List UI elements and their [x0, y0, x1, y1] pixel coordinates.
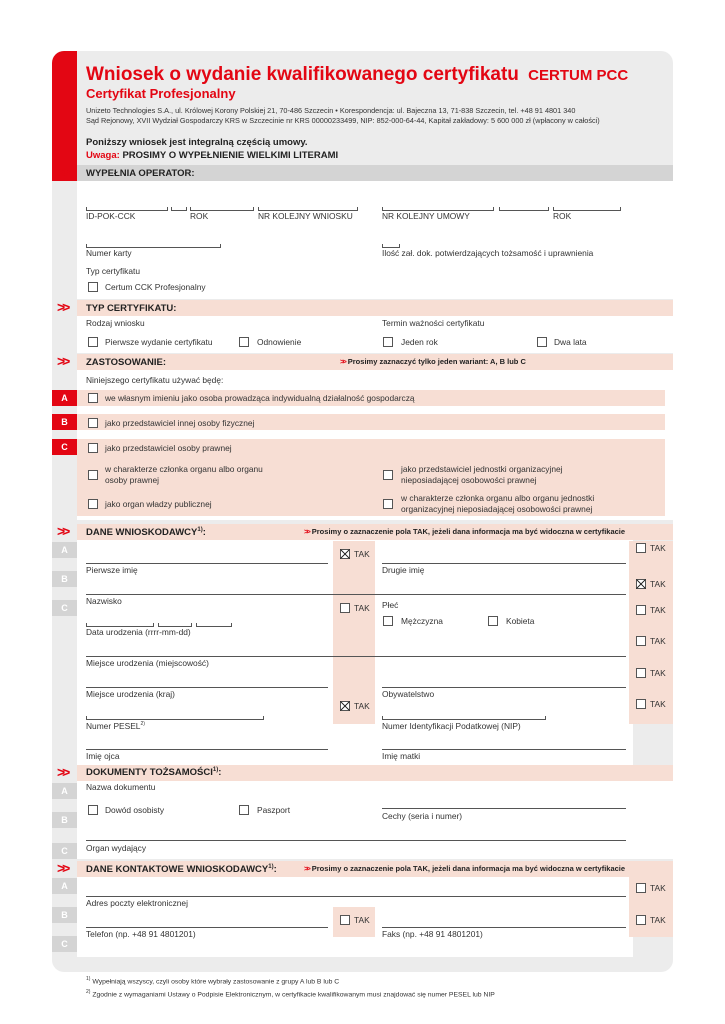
male-label: Mężczyzna [401, 616, 443, 626]
phone-label: Telefon (np. +48 91 4801201) [86, 929, 196, 939]
usage-heading: ZASTOSOWANIE: [86, 357, 167, 368]
type-section-bg [77, 316, 673, 353]
chevron-icon: >> [57, 860, 68, 876]
usage-c-label: jako przedstawiciel osoby prawnej [105, 443, 232, 453]
id-pok-label: ID-POK-CCK [86, 211, 136, 221]
sex-tak-checkbox[interactable] [340, 603, 350, 613]
two-years-label: Dwa lata [554, 337, 587, 347]
dob-label: Data urodzenia (rrrr-mm-dd) [86, 627, 191, 637]
request-kind-label: Rodzaj wniosku [86, 318, 145, 328]
validity-label: Termin ważności certyfikatu [382, 318, 485, 328]
tak-label: TAK [650, 605, 666, 615]
doc-name-label: Nazwa dokumentu [86, 782, 156, 792]
tak-column-left [333, 541, 375, 724]
female-checkbox[interactable] [488, 616, 498, 626]
email-tak-checkbox[interactable] [636, 883, 646, 893]
usage-c3-label: jako przedstawiciel jednostki organizacyjnej nieposiadającej osobowości prawnej [401, 464, 563, 485]
usage-c4-label: w charakterze członka organu albo organu jednostki organizacyjnej nieposiadającej osobowości prawnej [401, 493, 595, 514]
cert-type-checkbox[interactable] [88, 282, 98, 292]
nr-umowy-label: NR KOLEJNY UMOWY [382, 211, 470, 221]
card-number-label: Numer karty [86, 248, 132, 258]
pesel-label: Numer PESEL$^{2)}$ [86, 721, 145, 731]
applicant-a-tag: A [52, 542, 77, 558]
two-years-checkbox[interactable] [537, 337, 547, 347]
pob-country-label: Miejsce urodzenia (kraj) [86, 689, 175, 699]
cert-type-label: Typ certyfikatu [86, 266, 140, 276]
usage-c1-checkbox[interactable] [88, 470, 98, 480]
id-pok-field-2[interactable] [171, 207, 187, 211]
citizenship-label: Obywatelstwo [382, 689, 435, 699]
phone-tak-checkbox[interactable] [340, 915, 350, 925]
pob-country-input[interactable] [86, 687, 328, 688]
doc-issuer-input[interactable] [86, 840, 626, 841]
tak-label: TAK [650, 668, 666, 678]
tak-label: TAK [650, 883, 666, 893]
dob-tak-checkbox[interactable] [636, 605, 646, 615]
tak-label: TAK [354, 701, 370, 711]
tak-label: TAK [354, 549, 370, 559]
doc-issuer-label: Organ wydający [86, 843, 147, 853]
passport-checkbox[interactable] [239, 805, 249, 815]
surname-input[interactable] [86, 594, 626, 595]
tak-column-right [629, 541, 673, 724]
docs-b-tag: B [52, 812, 77, 828]
chevron-icon: >> [57, 299, 68, 315]
usage-c4-checkbox[interactable] [383, 499, 393, 509]
father-name-input[interactable] [86, 749, 328, 750]
attachments-count-label: Ilość zał. dok. potwierdzających tożsamość i uprawnienia [382, 248, 594, 258]
contact-a-tag: A [52, 878, 77, 894]
male-checkbox[interactable] [383, 616, 393, 626]
intro-text: Poniższy wniosek jest integralną częścią umowy. [86, 137, 308, 148]
passport-label: Paszport [257, 805, 291, 815]
tak-label: TAK [354, 915, 370, 925]
docs-a-tag: A [52, 783, 77, 799]
tak-label: TAK [650, 699, 666, 709]
rok2-label: ROK [553, 211, 572, 221]
pob-country-tak-checkbox[interactable] [636, 668, 646, 678]
fax-label: Faks (np. +48 91 4801201) [382, 929, 483, 939]
sex-label: Płeć [382, 600, 399, 610]
phone-input[interactable] [86, 927, 328, 928]
nr-wniosku-label: NR KOLEJNY WNIOSKU [258, 211, 353, 221]
second-name-tak-checkbox[interactable] [636, 543, 646, 553]
usage-c3-checkbox[interactable] [383, 470, 393, 480]
mother-name-input[interactable] [382, 749, 626, 750]
chevron-icon: >> [57, 353, 68, 369]
dob-day-field[interactable] [196, 623, 232, 627]
nip-field[interactable] [382, 716, 546, 720]
id-card-label: Dowód osobisty [105, 805, 165, 815]
usage-c-checkbox[interactable] [88, 443, 98, 453]
fax-tak-checkbox[interactable] [636, 915, 646, 925]
mother-name-label: Imię matki [382, 751, 421, 761]
first-name-label: Pierwsze imię [86, 565, 138, 575]
pob-city-input[interactable] [86, 656, 626, 657]
doc-series-input[interactable] [382, 808, 626, 809]
female-label: Kobieta [506, 616, 535, 626]
surname-label: Nazwisko [86, 596, 122, 606]
surname-tak-checkbox[interactable] [636, 579, 646, 589]
citizenship-tak-checkbox[interactable] [636, 699, 646, 709]
usage-b-tag: B [52, 414, 77, 430]
header-accent-bar [52, 51, 77, 181]
contact-c-tag: C [52, 936, 77, 952]
second-name-label: Drugie imię [382, 565, 425, 575]
tak-label: TAK [650, 636, 666, 646]
usage-intro: Niniejszego certyfikatu używać będę: [86, 375, 224, 385]
nip-label: Numer Identyfikacji Podatkowej (NIP) [382, 721, 521, 731]
tak-label: TAK [650, 543, 666, 553]
applicant-heading: DANE WNIOSKODAWCY$^{1)}$: [86, 527, 206, 539]
usage-a-checkbox[interactable] [88, 393, 98, 403]
father-name-label: Imię ojca [86, 751, 120, 761]
contact-b-tag: B [52, 907, 77, 923]
applicant-c-tag: C [52, 600, 77, 616]
citizenship-input[interactable] [382, 687, 626, 688]
email-label: Adres poczty elektronicznej [86, 898, 188, 908]
second-name-input[interactable] [382, 563, 626, 564]
docs-c-tag: C [52, 843, 77, 859]
contact-hint: >> Prosimy o zaznaczenie pola TAK, jeżeli dana informacja ma być widoczna w certyfikacie [304, 864, 626, 873]
usage-hint: >> Prosimy zaznaczyć tylko jeden wariant: A, B lub C [340, 357, 526, 366]
usage-a-tag: A [52, 390, 77, 406]
pob-city-tak-checkbox[interactable] [636, 636, 646, 646]
first-name-input[interactable] [86, 563, 328, 564]
address-line-2: Sąd Rejonowy, XVII Wydział Gospodarczy KRS w Szczecinie nr KRS 00000233499, NIP: 852-000-64-44, Kapitał zakładowy: 5 600 000 zł (wpłacony w całości) [86, 116, 600, 125]
pesel-tak-checkbox[interactable] [340, 701, 350, 711]
cert-type-option: Certum CCK Profesjonalny [105, 282, 206, 292]
rok-label: ROK [190, 211, 209, 221]
nr-umowy-field-2[interactable] [499, 207, 549, 211]
email-input[interactable] [86, 896, 626, 897]
usage-c2-label: jako organ władzy publicznej [105, 499, 212, 509]
usage-b-checkbox[interactable] [88, 418, 98, 428]
applicant-b-tag: B [52, 571, 77, 587]
first-issue-label: Pierwsze wydanie certyfikatu [105, 337, 213, 347]
pob-city-label: Miejsce urodzenia (miejscowość) [86, 658, 209, 668]
first-issue-checkbox[interactable] [88, 337, 98, 347]
warning-text: Uwaga: PROSIMY O WYPEŁNIENIE WIELKIMI LITERAMI [86, 150, 339, 161]
renewal-label: Odnowienie [257, 337, 302, 347]
usage-c2-checkbox[interactable] [88, 499, 98, 509]
contact-heading: DANE KONTAKTOWE WNIOSKODAWCY$^{1)}$: [86, 864, 277, 876]
brand-logo: CERTUM PCC [528, 67, 629, 84]
usage-b-label: jako przedstawiciel innej osoby fizycznej [105, 418, 255, 428]
tak-label: TAK [650, 579, 666, 589]
footnote-1: $^{1)}$ Wypełniają wszyscy, czyli osoby które wybrały zastosowanie z grupy A lub B lub C [86, 976, 340, 986]
footnote-2: $^{2)}$ Zgodnie z wymaganiami Ustawy o Podpisie Elektronicznym, w certyfikacie kwalifikowanym musi znajdować się numer PESEL lub NIP [86, 989, 495, 999]
docs-section-bg [77, 781, 673, 859]
chevron-icon: >> [57, 164, 68, 180]
address-line-1: Unizeto Technologies S.A., ul. Królowej Korony Polskiej 21, 70-486 Szczecin • Korespondencja: ul. Bajeczna 13, 71-838 Szczecin, tel. +48 91 4801 340 [86, 106, 576, 115]
tak-label: TAK [650, 915, 666, 925]
type-heading: TYP CERTYFIKATU: [86, 303, 177, 314]
chevron-icon: >> [57, 523, 68, 539]
docs-heading: DOKUMENTY TOŻSAMOŚCI$^{1)}$: [86, 767, 222, 779]
one-year-label: Jeden rok [401, 337, 438, 347]
operator-heading: WYPEŁNIA OPERATOR: [86, 168, 195, 179]
fax-input[interactable] [382, 927, 626, 928]
applicant-hint: >> Prosimy o zaznaczenie pola TAK, jeżeli dana informacja ma być widoczna w certyfikacie [304, 527, 626, 536]
form-subtitle: Certyfikat Profesjonalny [86, 86, 236, 101]
tak-label: TAK [354, 603, 370, 613]
form-title: Wniosek o wydanie kwalifikowanego certyfikatu CERTUM PCC [86, 64, 629, 85]
usage-c-tag: C [52, 439, 77, 455]
chevron-icon: >> [57, 764, 68, 780]
usage-c1-label: w charakterze członka organu albo organu osoby prawnej [105, 464, 263, 485]
id-card-checkbox[interactable] [88, 805, 98, 815]
first-name-tak-checkbox[interactable] [340, 549, 350, 559]
pesel-field[interactable] [86, 716, 264, 720]
one-year-checkbox[interactable] [383, 337, 393, 347]
usage-a-label: we własnym imieniu jako osoba prowadząca indywidualną działalność gospodarczą [105, 393, 415, 403]
doc-series-label: Cechy (seria i numer) [382, 811, 463, 821]
renewal-checkbox[interactable] [239, 337, 249, 347]
